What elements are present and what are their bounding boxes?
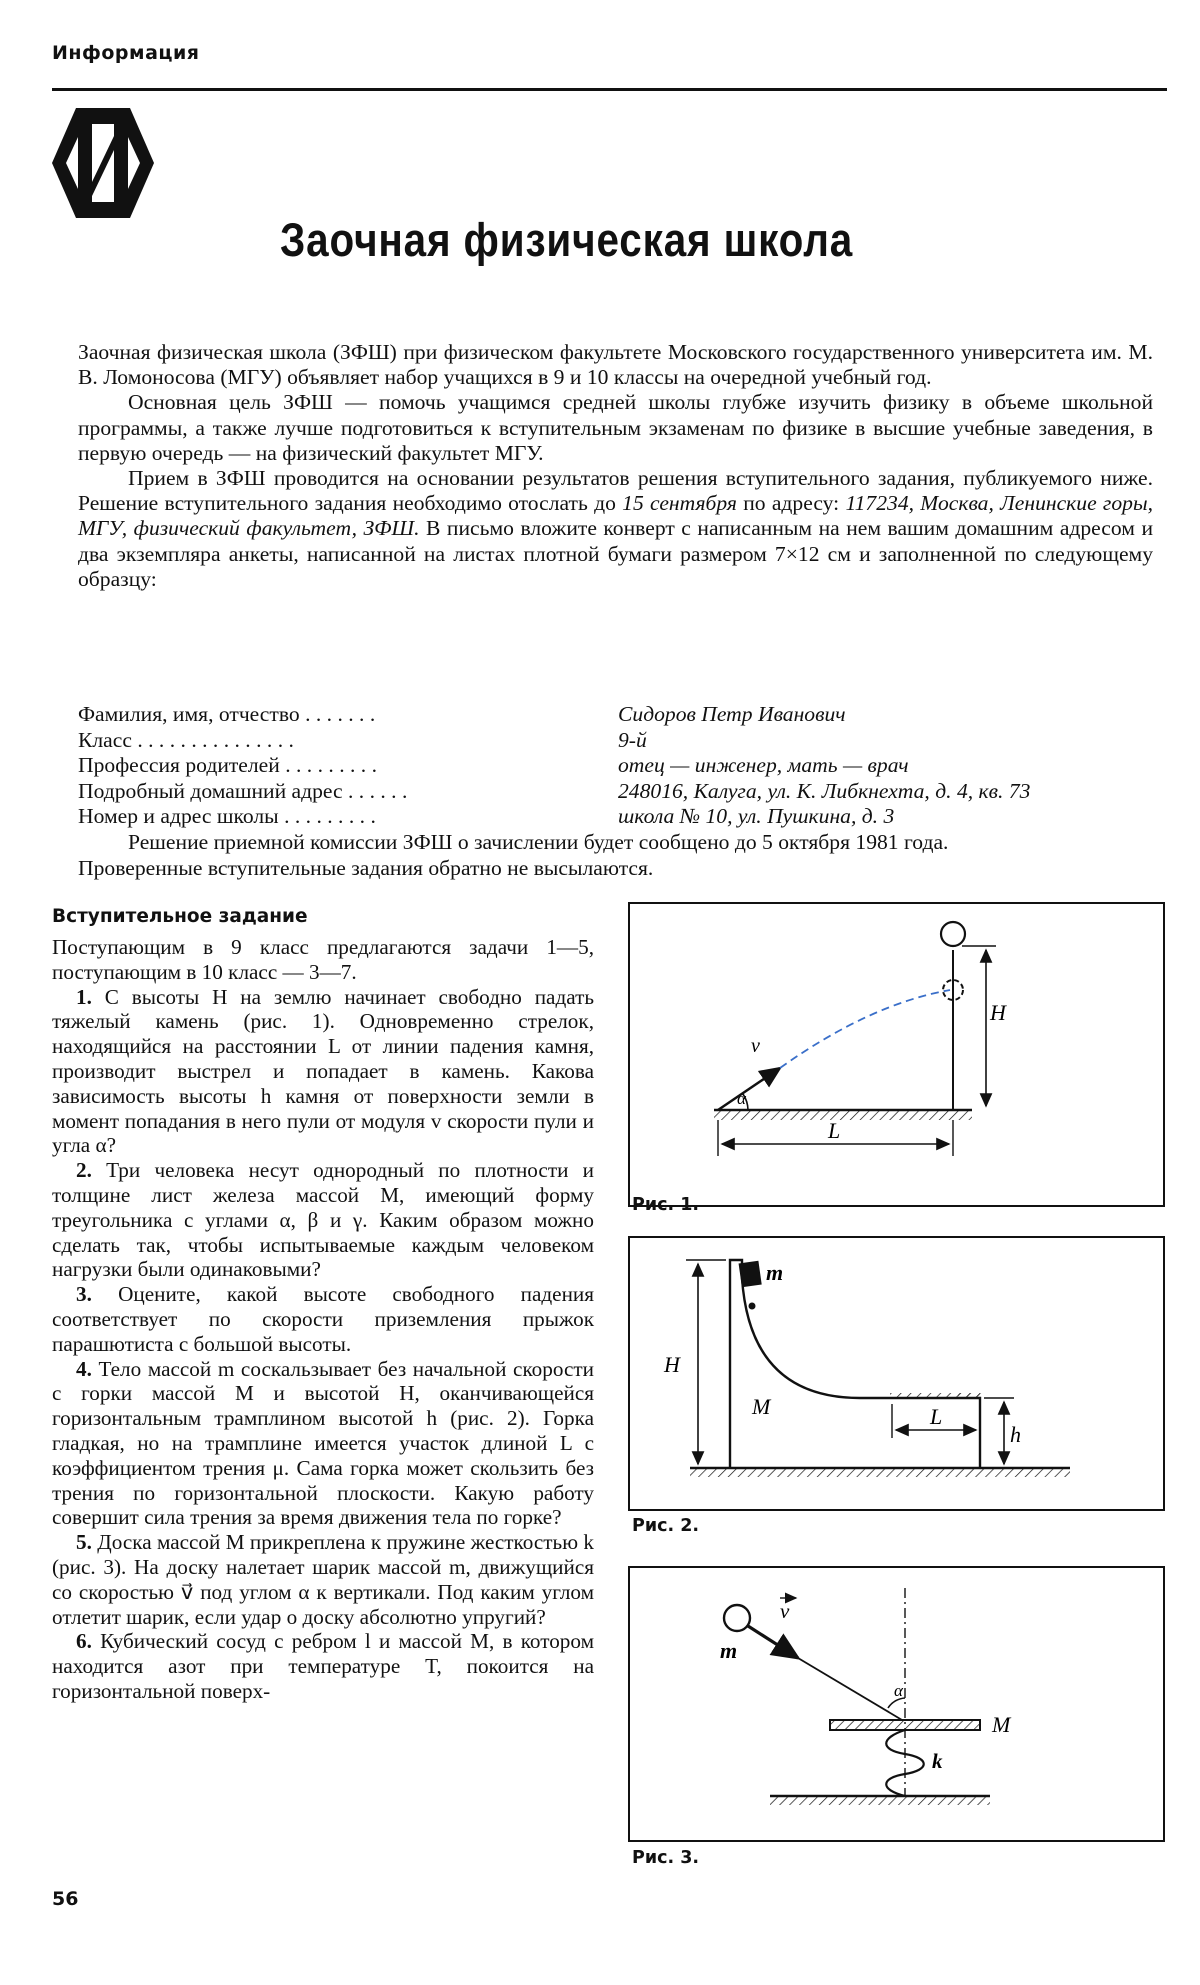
intro-paragraph: Основная цель ЗФШ — помочь учащимся средней школы глубже изучить физику в объеме школьной программы, а также лучше подготовиться к вступительным экзаменам по физике в высшие учебные заведения, в первую очередь — на физический факультет МГУ. [78, 390, 1153, 465]
tramp-height-label: h [1010, 1422, 1021, 1447]
height-label: H [990, 1000, 1006, 1025]
ball-trajectory [798, 1658, 902, 1720]
task-number: 5. [76, 1530, 92, 1555]
angle-label: α [894, 1681, 903, 1700]
form-value: 9-й [618, 727, 647, 752]
form-value: школа № 10, ул. Пушкина, д. 3 [618, 804, 895, 828]
header-rule [52, 88, 1167, 91]
figure-3-caption: Рис. 3. [632, 1848, 700, 1868]
figure-1-diagram [630, 904, 1162, 1204]
form-row [78, 779, 1153, 805]
form-label: Класс . . . . . . . . . . . . . . . [78, 727, 294, 752]
ball-velocity-arrow [748, 1626, 798, 1658]
block-marker [749, 1303, 756, 1310]
mailing-address: 117234, Москва, Ленинские горы, МГУ, физический факультет, ЗФШ. [78, 491, 1153, 541]
board [830, 1720, 980, 1730]
block [739, 1261, 762, 1288]
admission-text: В письмо вложите конверт с написанным на нем вашим домашним адресом и два экземпляра анкеты, написанной на листах плотной бумаги размером 7×12 см и заполненной по следующему образцу: [78, 516, 1154, 591]
task-item [52, 985, 594, 1159]
ground-hatch [714, 1110, 972, 1120]
velocity-label: v [780, 1599, 790, 1623]
distance-label: L [828, 1118, 841, 1143]
task-number: 3. [76, 1282, 92, 1307]
friction-segment [890, 1393, 980, 1399]
admission-paragraph [78, 466, 1153, 592]
slope-profile [730, 1260, 980, 1468]
velocity-arrow [718, 1068, 780, 1110]
section-label: Информация [52, 42, 200, 64]
length-label: L [930, 1404, 943, 1429]
task-text: Тело массой m соскальзывает без начальной скорости с горки массой M и высотой H, оканчивающейся горизонтальным трамплином высотой h (рис. 2). Горка гладкая, но на трамплине имеется участок длиной L с коэффициентом трения μ. Сама горка может скользить без трения по горизонтальной плоскости. Какую работу совершит сила трения за время движения тела по горке? [52, 1356, 594, 1530]
tasks-text [52, 935, 594, 1704]
task-text: Три человека несут однородный по плотности и толщине лист железа массой M, имеющий форму треугольника с углами α, β и γ. Каким образом можно сделать так, чтобы испытываемые каждым человеком нагрузки были одинаковыми? [52, 1158, 594, 1282]
form-row [78, 804, 1153, 830]
task-item [52, 1357, 594, 1531]
mass-M-label: M [752, 1394, 771, 1419]
admission-text: по адресу: [743, 491, 840, 516]
ball [724, 1605, 750, 1631]
closing-text [78, 830, 1153, 881]
application-form-sample [78, 702, 1153, 830]
section-logo [48, 104, 158, 222]
figure-2 [628, 1236, 1165, 1511]
form-value: отец — инженер, мать — врач [618, 753, 909, 777]
task-text: Доска массой M прикреплена к пружине жесткостью k (рис. 3). На доску налетает шарик массой m, движущийся со скоростью v⃗ под углом α к вертикали. Под каким углом отлетит шарик, если удар о доску абсолютно упругий? [52, 1530, 594, 1629]
figure-3-diagram [630, 1568, 1162, 1838]
figure-3 [628, 1566, 1165, 1842]
figure-2-caption: Рис. 2. [632, 1516, 700, 1536]
intro-text [78, 340, 1153, 592]
task-number: 2. [76, 1158, 92, 1183]
task-item [52, 1158, 594, 1282]
mass-m-label: m [720, 1638, 738, 1663]
form-label: Профессия родителей . . . . . . . . . [78, 753, 377, 777]
intro-paragraph: Заочная физическая школа (ЗФШ) при физическом факультете Московского государственного университета им. М. В. Ломоносова (МГУ) объявляет набор учащихся в 9 и 10 классы на очередной учебный год. [78, 340, 1153, 390]
stiffness-label: k [932, 1749, 943, 1773]
angle-label: α [737, 1089, 746, 1108]
task-text: Кубический сосуд с ребром l и массой M, в котором находится азот при температуре T, покоится на горизонтальной поверх- [52, 1629, 594, 1703]
task-item [52, 1629, 594, 1703]
task-item [52, 1530, 594, 1629]
velocity-label: v [751, 1035, 760, 1057]
figure-2-diagram [630, 1238, 1162, 1508]
figure-1 [628, 902, 1165, 1207]
form-label: Номер и адрес школы . . . . . . . . . [78, 804, 376, 828]
form-label: Фамилия, имя, отчество . . . . . . . [78, 702, 376, 726]
form-label: Подробный домашний адрес . . . . . . [78, 778, 408, 803]
form-row [78, 753, 1153, 779]
task-text: Оцените, какой высоте свободного падения соответствует по скорости приземления прыжок парашютиста с большой высоты. [52, 1282, 594, 1356]
figure-1-caption: Рис. 1. [632, 1195, 700, 1215]
mass-M-label: M [992, 1712, 1011, 1737]
tasks-intro: Поступающим в 9 класс предлагаются задачи 1—5, поступающим в 10 класс — 3—7. [52, 935, 594, 984]
task-number: 1. [76, 984, 92, 1009]
ground-hatch [690, 1468, 1070, 1477]
mass-m-label: m [766, 1260, 784, 1285]
task-number: 6. [76, 1629, 92, 1654]
article-title: Заочная физическая школа [280, 213, 854, 266]
form-row [78, 728, 1153, 754]
task-text: С высоты H на землю начинает свободно падать тяжелый камень (рис. 1). Одновременно стрелок, находящийся на расстоянии L от линии падения камня, производит выстрел и попадает в камень. Какова зависимость высоты h камня от поверхности земли в момент попадания в него пули от модуля v скорости пули и угла α? [52, 984, 594, 1158]
admission-text: Прием в ЗФШ проводится на основании результатов решения вступительного задания, публикуемого ниже. Решение вступительного задания необходимо отослать до [78, 466, 1153, 516]
trajectory [780, 990, 950, 1068]
closing-paragraph: Проверенные вступительные задания обратно не высылаются. [78, 855, 654, 880]
height-label: H [664, 1352, 680, 1377]
closing-paragraph: Решение приемной комиссии ЗФШ о зачислении будет сообщено до 5 октября 1981 года. [128, 830, 949, 854]
stone-initial [941, 922, 965, 946]
tasks-heading: Вступительное задание [52, 906, 308, 927]
form-value: 248016, Калуга, ул. К. Либкнехта, д. 4, кв. 73 [618, 778, 1031, 803]
ground-hatch [770, 1796, 990, 1805]
task-number: 4. [76, 1356, 92, 1381]
form-value: Сидоров Петр Иванович [618, 702, 846, 726]
task-item [52, 1282, 594, 1356]
page-number: 56 [52, 1888, 79, 1910]
deadline: 15 сентября [622, 491, 737, 516]
form-row [78, 702, 1153, 728]
